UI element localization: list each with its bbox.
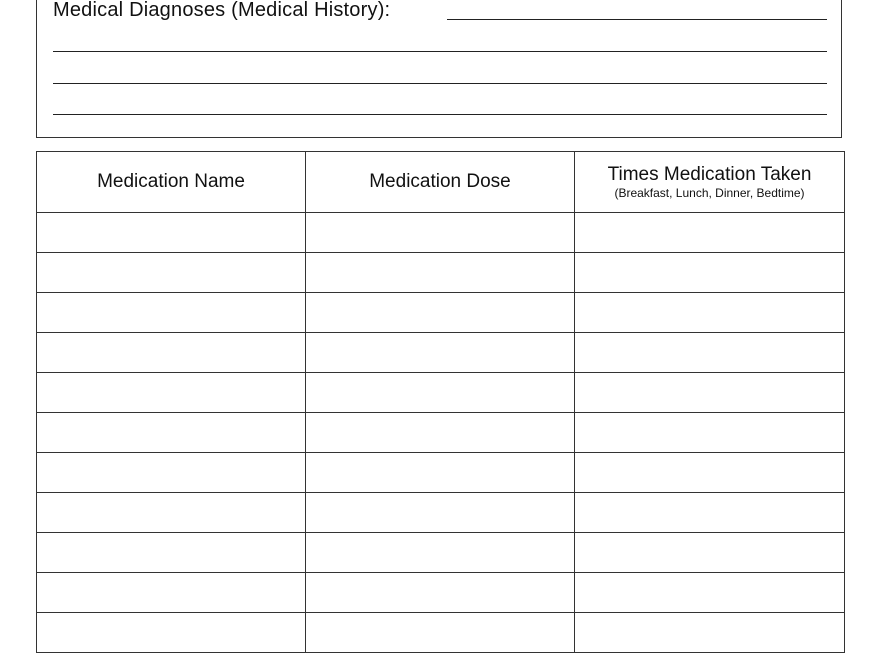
medication-dose-cell[interactable]: [306, 253, 575, 293]
medication-table: [36, 151, 845, 653]
medication-dose-cell[interactable]: [306, 293, 575, 333]
times-taken-cell[interactable]: [575, 413, 845, 453]
times-taken-cell[interactable]: [575, 253, 845, 293]
column-header-medication-name: [37, 152, 306, 213]
medication-dose-cell[interactable]: [306, 413, 575, 453]
medication-table-body: [37, 213, 845, 653]
column-header-label: Medication Name: [97, 171, 245, 192]
medication-dose-cell[interactable]: [306, 333, 575, 373]
times-taken-cell[interactable]: [575, 333, 845, 373]
medication-name-cell[interactable]: [37, 413, 306, 453]
table-row: [37, 213, 845, 253]
medication-dose-cell[interactable]: [306, 213, 575, 253]
times-taken-cell[interactable]: [575, 373, 845, 413]
medication-dose-cell[interactable]: [306, 613, 575, 653]
times-taken-cell[interactable]: [575, 493, 845, 533]
diagnoses-line-2[interactable]: [53, 51, 827, 52]
medication-name-cell[interactable]: [37, 253, 306, 293]
column-header-label: Medication Dose: [369, 171, 511, 192]
table-row: [37, 253, 845, 293]
medication-name-cell[interactable]: [37, 213, 306, 253]
medication-name-cell[interactable]: [37, 453, 306, 493]
times-taken-cell[interactable]: [575, 573, 845, 613]
table-row: [37, 493, 845, 533]
medication-name-cell[interactable]: [37, 493, 306, 533]
table-row: [37, 333, 845, 373]
table-row: [37, 453, 845, 493]
times-taken-cell[interactable]: [575, 533, 845, 573]
medication-name-cell[interactable]: [37, 373, 306, 413]
column-header-label: Times Medication Taken: [607, 163, 812, 185]
medication-dose-cell[interactable]: [306, 453, 575, 493]
medication-name-cell[interactable]: [37, 573, 306, 613]
table-row: [37, 373, 845, 413]
medication-dose-cell[interactable]: [306, 533, 575, 573]
times-taken-cell[interactable]: [575, 213, 845, 253]
table-row: [37, 293, 845, 333]
medication-dose-cell[interactable]: [306, 373, 575, 413]
medication-name-cell[interactable]: [37, 613, 306, 653]
medication-table-header: [37, 152, 845, 213]
table-row: [37, 533, 845, 573]
medication-name-cell[interactable]: [37, 533, 306, 573]
times-taken-cell[interactable]: [575, 453, 845, 493]
diagnoses-line-4[interactable]: [53, 114, 827, 115]
column-header-medication-dose: [306, 152, 575, 213]
column-header-sublabel: (Breakfast, Lunch, Dinner, Bedtime): [614, 185, 805, 200]
medication-dose-cell[interactable]: [306, 573, 575, 613]
medication-dose-cell[interactable]: [306, 493, 575, 533]
medication-name-cell[interactable]: [37, 293, 306, 333]
medical-diagnoses-label: Medical Diagnoses (Medical History):: [53, 0, 391, 21]
diagnoses-line-1[interactable]: [447, 19, 827, 20]
times-taken-cell[interactable]: [575, 613, 845, 653]
medication-name-cell[interactable]: [37, 333, 306, 373]
table-row: [37, 573, 845, 613]
times-taken-cell[interactable]: [575, 293, 845, 333]
diagnoses-line-3[interactable]: [53, 83, 827, 84]
table-row: [37, 413, 845, 453]
column-header-times-taken: [575, 152, 845, 213]
table-row: [37, 613, 845, 653]
